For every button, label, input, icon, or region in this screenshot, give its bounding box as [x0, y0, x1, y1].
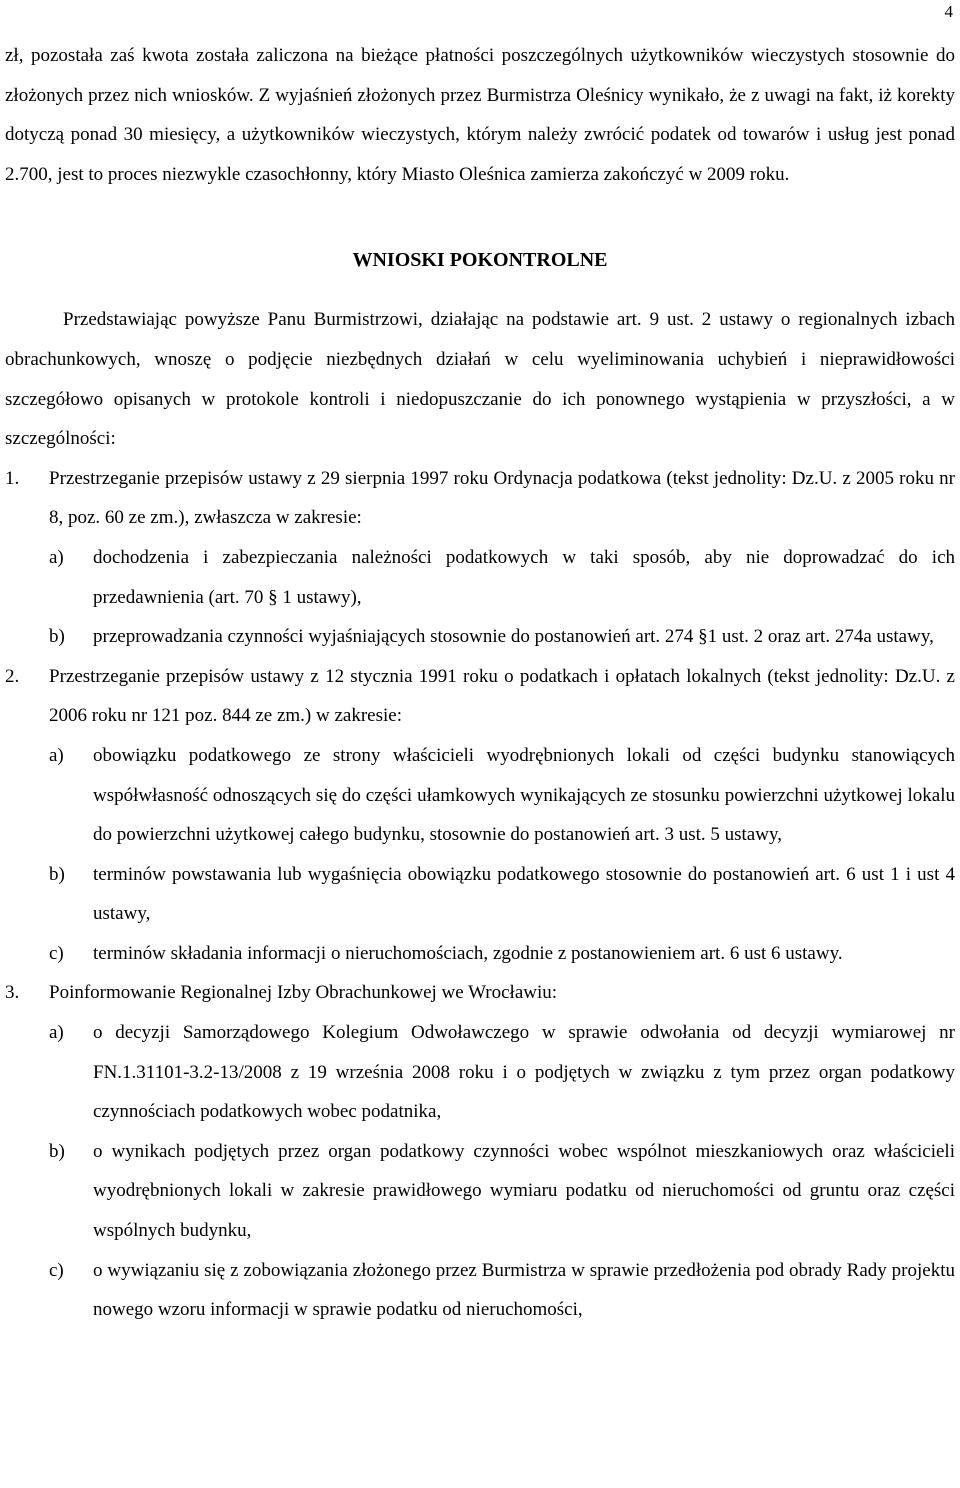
sub-item-text: o wywiązaniu się z zobowiązania złożonego przez Burmistrza w sprawie przedłożenia pod obrady Rady projektu nowego wzoru informacji w sprawie podatku od nieruchomości, [93, 1259, 955, 1321]
recommendations-list [5, 459, 955, 1330]
sub-item-text: dochodzenia i zabezpieczania należności podatkowych w taki sposób, aby nie doprowadzać do ich przedawnienia (art. 70 § 1 ustawy), [93, 546, 955, 608]
sub-item-letter: b) [49, 1140, 65, 1162]
sub-item-letter: a) [49, 546, 64, 568]
list-item [5, 973, 955, 1329]
document-body [5, 36, 955, 1330]
item-number: 2. [5, 665, 20, 687]
sub-item-letter: b) [49, 626, 65, 648]
sub-item-text: o wynikach podjętych przez organ podatkowy czynności wobec wspólnot mieszkaniowych oraz właścicieli wyodrębnionych lokali w zakresie prawidłowego wymiaru podatku od nieruchomości od gruntu oraz części wspólnych budynku, [93, 1140, 955, 1242]
sub-item-text: o decyzji Samorządowego Kolegium Odwoławczego w sprawie odwołania od decyzji wymiarowej nr FN.1.31101-3.2-13/2008 z 19 września 2008 roku i o podjętych w związku z tym przez organ podatkowy czynnościach podatkowych wobec podatnika, [93, 1022, 955, 1123]
item-text: Przestrzeganie przepisów ustawy z 29 sierpnia 1997 roku Ordynacja podatkowa (tekst jednolity: Dz.U. z 2005 roku nr 8, poz. 60 ze zm.), zwłaszcza w zakresie: [49, 467, 955, 529]
sub-item [49, 1013, 955, 1132]
sub-item [49, 1251, 955, 1330]
sub-item-text: terminów powstawania lub wygaśnięcia obowiązku podatkowego stosownie do postanowień art. 6 ust 1 i ust 4 ustawy, [93, 863, 955, 925]
sub-item [49, 538, 955, 617]
section-heading: WNIOSKI POKONTROLNE [352, 249, 608, 272]
item-text: Przestrzeganie przepisów ustawy z 12 stycznia 1991 roku o podatkach i opłatach lokalnych (tekst jednolity: Dz.U. z 2006 roku nr 121 poz. 844 ze zm.) w zakresie: [49, 665, 955, 727]
item-number: 1. [5, 467, 20, 489]
sub-item-letter: b) [49, 863, 65, 885]
opening-paragraph: zł, pozostała zaś kwota została zaliczona na bieżące płatności poszczególnych użytkowników wieczystych stosownie do złożonych przez nich wniosków. Z wyjaśnień złożonych przez Burmistrza Oleśnicy wynikało, że z uwagi na fakt, iż korekty dotyczą ponad 30 miesięcy, a użytkowników wieczystych, którym należy zwrócić podatek od towarów i usług jest ponad 2.700, jest to proces niezwykle czasochłonny, który Miasto Oleśnica zamierza zakończyć w 2009 roku. [5, 45, 955, 185]
sub-item-letter: a) [49, 744, 64, 766]
item-number: 3. [5, 982, 20, 1004]
sub-item-letter: c) [49, 942, 64, 964]
sub-item [49, 736, 955, 855]
item-text: Poinformowanie Regionalnej Izby Obrachunkowej we Wrocławiu: [49, 982, 558, 1004]
list-item [5, 459, 955, 657]
sub-item [49, 855, 955, 934]
list-item [5, 657, 955, 974]
sub-item-letter: a) [49, 1022, 64, 1044]
intro-paragraph: Przedstawiając powyższe Panu Burmistrzowi, działając na podstawie art. 9 ust. 2 ustawy o regionalnych izbach obrachunkowych, wnoszę o podjęcie niezbędnych działań w celu wyeliminowania uchybień i nieprawidłowości szczegółowo opisanych w protokole kontroli i niedopuszczanie do ich ponownego wystąpienia w przyszłości, a w szczególności: [5, 309, 955, 450]
page-number: 4 [944, 2, 953, 21]
sub-item [49, 934, 955, 974]
sub-item-letter: c) [49, 1259, 64, 1281]
sub-item-text: terminów składania informacji o nieruchomościach, zgodnie z postanowieniem art. 6 ust 6 ustawy. [93, 942, 843, 964]
sub-item-text: przeprowadzania czynności wyjaśniających stosownie do postanowień art. 274 §1 ust. 2 oraz art. 274a ustawy, [93, 626, 934, 648]
sub-item-text: obowiązku podatkowego ze strony właścicieli wyodrębnionych lokali od części budynku stanowiących współwłasność odnoszących się do części ułamkowych wynikających ze stosunku powierzchni użytkowej lokalu do powierzchni użytkowej całego budynku, stosownie do postanowień art. 3 ust. 5 ustawy, [93, 744, 955, 846]
sub-item [49, 617, 955, 657]
sub-item [49, 1132, 955, 1251]
